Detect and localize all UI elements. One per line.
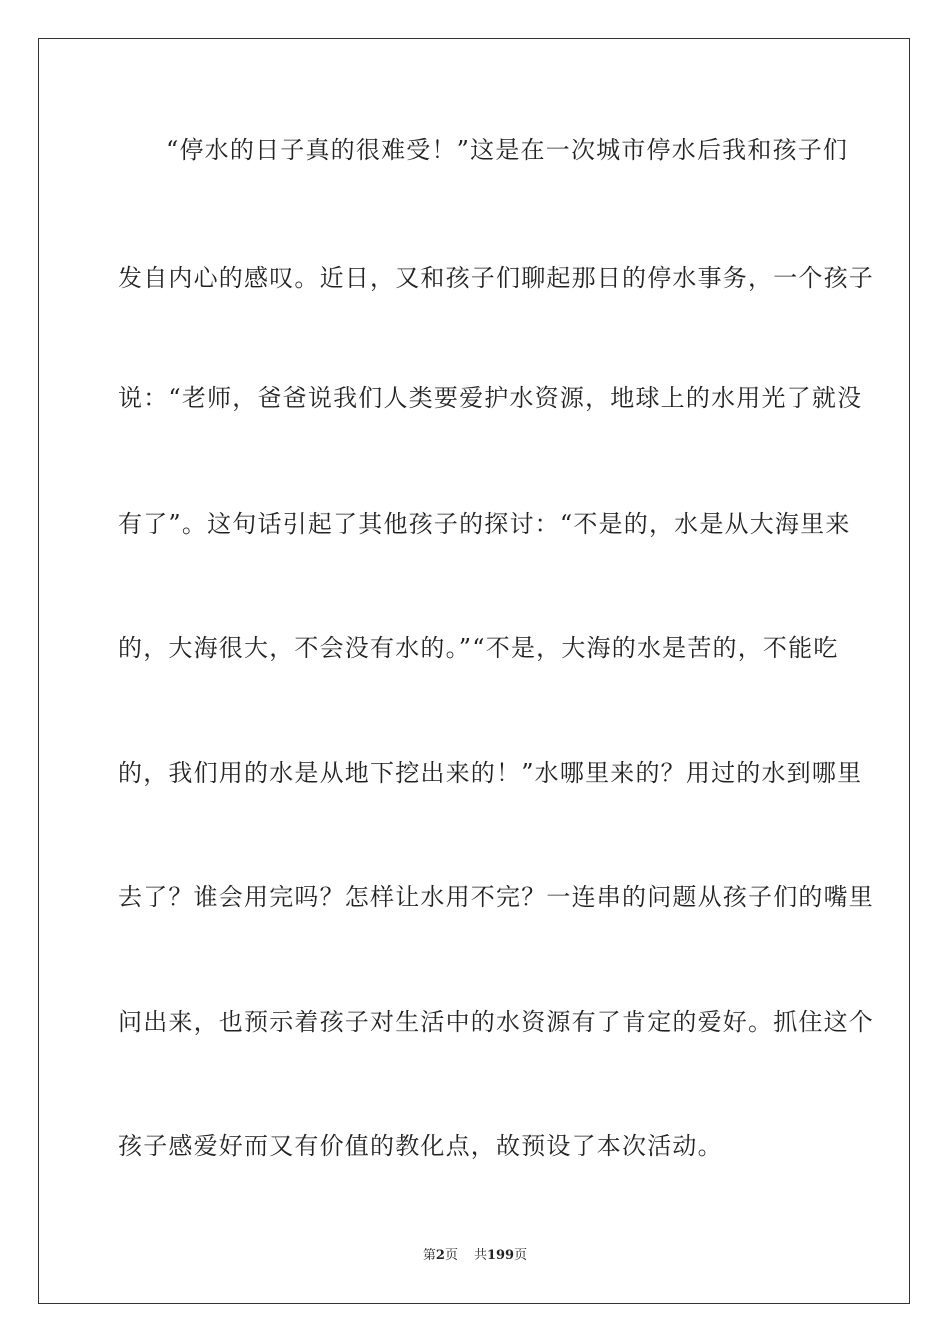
paragraph-line-1: “停水的日子真的很难受！”这是在一次城市停水后我和孩子们 xyxy=(166,136,849,164)
paragraph-line-7: 去了？谁会用完吗？怎样让水用不完？一连串的问题从孩子们的嘴里 xyxy=(118,883,874,911)
paragraph-line-2: 发自内心的感叹。近日，又和孩子们聊起那日的停水事务，一个孩子 xyxy=(118,264,874,292)
page-number: 2 xyxy=(435,1248,445,1263)
paragraph-line-5: 的，大海很大，不会没有水的。”“不是，大海的水是苦的，不能吃 xyxy=(118,634,839,662)
paragraph-line-3: 说：“老师，爸爸说我们人类要爱护水资源，地球上的水用光了就没 xyxy=(118,384,863,412)
page-prefix: 第 xyxy=(422,1248,436,1263)
total-pages: 199 xyxy=(486,1248,515,1263)
total-suffix: 页 xyxy=(514,1248,528,1263)
paragraph-line-8: 问出来，也预示着孩子对生活中的水资源有了肯定的爱好。抓住这个 xyxy=(118,1008,874,1036)
paragraph-line-9: 孩子感爱好而又有价值的教化点，故预设了本次活动。 xyxy=(118,1132,723,1160)
page-footer xyxy=(0,1247,950,1265)
total-prefix: 共 xyxy=(473,1248,487,1263)
paragraph-line-6: 的，我们用的水是从地下挖出来的！”水哪里来的？用过的水到哪里 xyxy=(118,759,863,787)
page-frame xyxy=(38,38,910,1304)
page-suffix: 页 xyxy=(444,1248,458,1263)
paragraph-line-4: 有了”。这句话引起了其他孩子的探讨：“不是的，水是从大海里来 xyxy=(118,510,851,538)
